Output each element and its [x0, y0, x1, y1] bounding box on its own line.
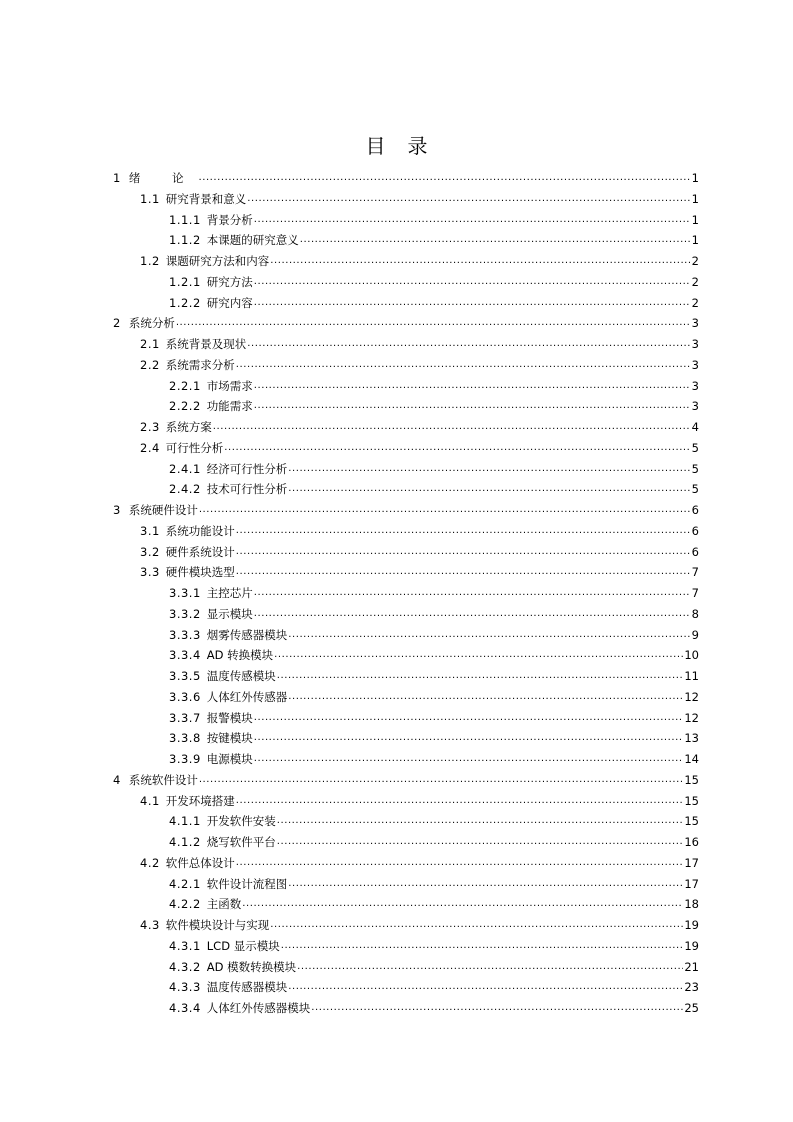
toc-entry-number: 3.3.2: [169, 606, 201, 621]
toc-entry[interactable]: [140, 562, 699, 583]
toc-entry-number: 4.3.2: [169, 959, 201, 974]
toc-entry-page: 12: [684, 710, 699, 725]
toc-leader-dots: [254, 272, 691, 293]
toc-entry-title: 系统软件设计: [128, 772, 198, 787]
toc-entry-title: 经济可行性分析: [206, 461, 288, 476]
toc-entry-number: 4.2.1: [169, 876, 201, 891]
toc-leader-dots: [277, 666, 684, 687]
toc-entry-number: 2.2.1: [169, 378, 201, 393]
toc-entry-page: 15: [684, 793, 699, 808]
toc-entry-page: 1: [691, 171, 699, 185]
toc-entry[interactable]: [169, 645, 699, 666]
toc-leader-dots: [297, 957, 683, 978]
toc-entry-title: 显示模块: [206, 606, 253, 621]
toc-entry[interactable]: [169, 708, 699, 729]
toc-entry-title: 软件模块设计与实现: [165, 918, 270, 932]
toc-entry[interactable]: [140, 791, 699, 812]
toc-entry-page: 16: [684, 835, 699, 849]
toc-entry-number: 4.3: [140, 918, 160, 932]
toc-entry-number: 2.2: [140, 357, 160, 372]
toc-leader-dots: [199, 770, 684, 791]
toc-entry[interactable]: [169, 396, 699, 417]
toc-entry[interactable]: [169, 936, 699, 957]
toc-entry-number: 3.3.4: [169, 648, 201, 663]
toc-entry-title: 主函数: [206, 897, 242, 912]
toc-entry-number: 4.1.1: [169, 814, 201, 829]
toc-entry-title: 系统硬件设计: [128, 503, 198, 517]
toc-entry-page: 15: [684, 772, 699, 787]
toc-entry-title: 开发软件安装: [206, 814, 276, 829]
toc-entry[interactable]: [169, 832, 699, 853]
toc-entry[interactable]: [169, 376, 699, 397]
toc-leader-dots: [254, 293, 691, 314]
toc-leader-dots: [254, 604, 691, 625]
toc-entry-page: 19: [684, 938, 699, 953]
toc-leader-dots: [254, 396, 691, 417]
toc-entry-page: 7: [691, 586, 699, 600]
toc-entry-page: 3: [691, 337, 699, 351]
toc-entry-number: 2.2.2: [169, 399, 201, 414]
toc-entry[interactable]: [169, 210, 699, 231]
toc-entry[interactable]: [169, 874, 699, 895]
toc-entry-page: 25: [684, 1001, 699, 1015]
toc-leader-dots: [199, 500, 691, 521]
toc-entry[interactable]: [140, 355, 699, 376]
toc-entry-page: 15: [684, 814, 699, 829]
toc-entry-page: 3: [691, 399, 699, 414]
toc-leader-dots: [311, 998, 683, 1019]
toc-entry-page: 3: [691, 378, 699, 393]
toc-entry-number: 2.4.2: [169, 482, 201, 497]
toc-entry-number: 1.1.2: [169, 233, 201, 248]
toc-entry-page: 8: [691, 606, 699, 621]
toc-entry-title: 开发环境搭建: [165, 793, 235, 808]
toc-entry[interactable]: [169, 894, 699, 915]
toc-entry-title: 温度传感器模块: [206, 980, 288, 995]
toc-leader-dots: [254, 210, 691, 231]
toc-leader-dots: [236, 791, 684, 812]
toc-entry-title: 系统功能设计: [165, 523, 235, 538]
toc-entry-page: 2: [691, 254, 699, 268]
toc-entry-page: 12: [684, 689, 699, 704]
toc-entry-page: 6: [691, 523, 699, 538]
toc-leader-dots: [242, 894, 683, 915]
toc-entry-number: 2.3: [140, 420, 160, 434]
toc-entry-page: 5: [691, 440, 699, 455]
toc-entry-number: 1.2.1: [169, 274, 201, 289]
toc-entry-title: 报警模块: [206, 710, 253, 725]
toc-entry-title: 电源模块: [206, 752, 253, 766]
toc-entry-number: 1.2.2: [169, 295, 201, 310]
page-title: [0, 132, 793, 160]
toc-entry-title: 硬件系统设计: [165, 544, 235, 559]
toc-entry-title: 烟雾传感器模块: [206, 627, 288, 642]
toc-leader-dots: [236, 355, 691, 376]
toc-entry-number: 1.1.1: [169, 212, 201, 227]
toc-entry-page: 6: [691, 503, 699, 517]
toc-entry-number: 3.3.6: [169, 689, 201, 704]
toc-entry-page: 5: [691, 461, 699, 476]
toc-leader-dots: [254, 728, 684, 749]
toc-entry-page: 21: [684, 959, 699, 974]
toc-leader-dots: [288, 687, 683, 708]
toc-entry-title: 温度传感模块: [206, 669, 276, 683]
toc-leader-dots: [254, 708, 684, 729]
toc-entry-number: 2.4.1: [169, 461, 201, 476]
toc-entry[interactable]: [169, 687, 699, 708]
toc-leader-dots: [254, 376, 691, 397]
toc-entry-number: 4.3.4: [169, 1001, 201, 1015]
toc-leader-dots: [224, 438, 690, 459]
toc-leader-dots: [247, 334, 690, 355]
toc-entry-title: 研究内容: [206, 295, 253, 310]
toc-entry-page: 14: [684, 752, 699, 766]
toc-entry-page: 5: [691, 482, 699, 497]
toc-entry[interactable]: [140, 542, 699, 563]
toc-entry[interactable]: [140, 853, 699, 874]
toc-entry-title: 系统背景及现状: [165, 337, 247, 351]
toc-entry-title: 系统需求分析: [165, 357, 235, 372]
toc-leader-dots: [254, 583, 691, 604]
toc-entry[interactable]: [169, 977, 699, 998]
page-title-left: 目: [365, 134, 386, 158]
toc-entry-number: 3.3.7: [169, 710, 201, 725]
toc-leader-dots: [300, 230, 691, 251]
toc-entry-page: 1: [691, 233, 699, 248]
toc-leader-dots: [288, 625, 690, 646]
toc-entry[interactable]: [169, 998, 699, 1019]
toc-entry-title: 按键模块: [206, 731, 253, 746]
toc-leader-dots: [236, 853, 684, 874]
toc-entry-title: 本课题的研究意义: [206, 233, 299, 248]
toc-entry[interactable]: [169, 749, 699, 770]
toc-entry-number: 4: [113, 772, 121, 787]
toc-leader-dots: [236, 562, 691, 583]
toc-entry[interactable]: [169, 293, 699, 314]
toc-entry-title: 主控芯片: [206, 586, 253, 600]
toc-entry-page: 17: [684, 876, 699, 891]
toc-entry[interactable]: [169, 583, 699, 604]
toc-entry[interactable]: [113, 313, 699, 334]
toc-entry-page: 9: [691, 627, 699, 642]
toc-entry-title: 系统分析: [128, 316, 175, 331]
toc-entry-page: 3: [691, 316, 699, 331]
toc-leader-dots: [288, 459, 690, 480]
toc-entry-page: 17: [684, 855, 699, 870]
toc-entry-page: 7: [691, 565, 699, 580]
toc-entry-title: 功能需求: [206, 399, 253, 414]
toc-entry-number: 1: [113, 171, 121, 185]
toc-entry-page: 2: [691, 274, 699, 289]
toc-entry-number: 4.2.2: [169, 897, 201, 912]
toc-entry[interactable]: [169, 230, 699, 251]
toc-leader-dots: [277, 811, 684, 832]
toc-entry-page: 11: [684, 669, 699, 683]
page-title-right: 录: [407, 134, 428, 158]
toc-entry-number: 1.2: [140, 254, 160, 268]
toc-entry-number: 2.1: [140, 337, 160, 351]
toc-entry[interactable]: [140, 417, 699, 438]
toc-leader-dots: [270, 915, 683, 936]
toc-entry-title: LCD 显示模块: [206, 938, 280, 953]
toc-entry-number: 3.1: [140, 523, 160, 538]
toc-entry-number: 4.1: [140, 793, 160, 808]
toc-entry-page: 23: [684, 980, 699, 995]
toc-entry-number: 3.3: [140, 565, 160, 580]
toc-entry-title: 课题研究方法和内容: [165, 254, 270, 268]
toc-leader-dots: [213, 417, 691, 438]
toc-entry-number: 4.1.2: [169, 835, 201, 849]
toc-entry-title: AD 模数转换模块: [206, 959, 297, 974]
toc-entry-title: 软件设计流程图: [206, 876, 288, 891]
toc-entry[interactable]: [140, 189, 699, 210]
toc-entry-number: 4.3.1: [169, 938, 201, 953]
toc-entry[interactable]: [169, 459, 699, 480]
toc-entry-title: 背景分析: [206, 212, 253, 227]
toc-entry[interactable]: [169, 666, 699, 687]
toc-entry-title: AD 转换模块: [206, 648, 274, 663]
toc-entry[interactable]: [113, 770, 699, 791]
toc-entry-page: 6: [691, 544, 699, 559]
toc-entry-title: 软件总体设计: [165, 855, 235, 870]
toc-leader-dots: [288, 874, 683, 895]
toc-entry[interactable]: [169, 604, 699, 625]
toc-entry-page: 2: [691, 295, 699, 310]
toc-entry-number: 3.3.1: [169, 586, 201, 600]
toc-leader-dots: [270, 251, 690, 272]
toc-leader-dots: [176, 313, 691, 334]
toc-entry-title: 硬件模块选型: [165, 565, 235, 580]
toc-entry-page: 4: [691, 420, 699, 434]
toc-entry-page: 18: [684, 897, 699, 912]
toc-entry-page: 13: [684, 731, 699, 746]
toc-entry-page: 1: [691, 191, 699, 206]
toc-leader-dots: [288, 977, 683, 998]
toc-entry-title: 研究背景和意义: [165, 191, 247, 206]
toc-leader-dots: [277, 832, 684, 853]
toc-entry-title: 人体红外传感器: [206, 689, 288, 704]
toc-entry[interactable]: [169, 479, 699, 500]
toc-entry-title: 绪 论: [128, 171, 198, 185]
toc-entry-number: 4.3.3: [169, 980, 201, 995]
toc-entry-title: 烧写软件平台: [206, 835, 276, 849]
toc-entry-title: 技术可行性分析: [206, 482, 288, 497]
toc-entry[interactable]: [169, 811, 699, 832]
toc-entry[interactable]: [140, 521, 699, 542]
toc-entry[interactable]: [113, 500, 699, 521]
toc-entry-number: 1.1: [140, 191, 160, 206]
toc-entry[interactable]: [140, 334, 699, 355]
toc-entry-title: 市场需求: [206, 378, 253, 393]
toc-entry[interactable]: [169, 625, 699, 646]
toc-entry-page: 19: [684, 918, 699, 932]
toc-leader-dots: [254, 749, 684, 770]
toc-entry-number: 2.4: [140, 440, 160, 455]
toc-entry[interactable]: [140, 915, 699, 936]
toc-entry-title: 研究方法: [206, 274, 253, 289]
toc-entry-page: 1: [691, 212, 699, 227]
toc-entry-page: 3: [691, 357, 699, 372]
toc-leader-dots: [281, 936, 684, 957]
toc-entry-number: 3.2: [140, 544, 160, 559]
toc-entry-number: 3.3.8: [169, 731, 201, 746]
toc-entry-title: 人体红外传感器模块: [206, 1001, 311, 1015]
toc-entry-title: 可行性分析: [165, 440, 224, 455]
toc-entry-number: 3.3.5: [169, 669, 201, 683]
toc-leader-dots: [236, 521, 691, 542]
toc-leader-dots: [288, 479, 690, 500]
toc-entry[interactable]: [113, 168, 699, 189]
toc-leader-dots: [274, 645, 683, 666]
toc-entry[interactable]: [140, 251, 699, 272]
toc-entry[interactable]: [169, 957, 699, 978]
toc-entry-number: 3.3.3: [169, 627, 201, 642]
toc-entry-number: 3.3.9: [169, 752, 201, 766]
toc-entry[interactable]: [140, 438, 699, 459]
toc-entry-page: 10: [684, 648, 699, 663]
toc-leader-dots: [247, 189, 690, 210]
toc-leader-dots: [198, 168, 690, 189]
toc-entry[interactable]: [169, 272, 699, 293]
toc-entry-number: 4.2: [140, 855, 160, 870]
toc-leader-dots: [236, 542, 691, 563]
toc-entry-title: 系统方案: [165, 420, 212, 434]
toc-entry-number: 3: [113, 503, 121, 517]
toc-entry[interactable]: [169, 728, 699, 749]
toc-entry-number: 2: [113, 316, 121, 331]
